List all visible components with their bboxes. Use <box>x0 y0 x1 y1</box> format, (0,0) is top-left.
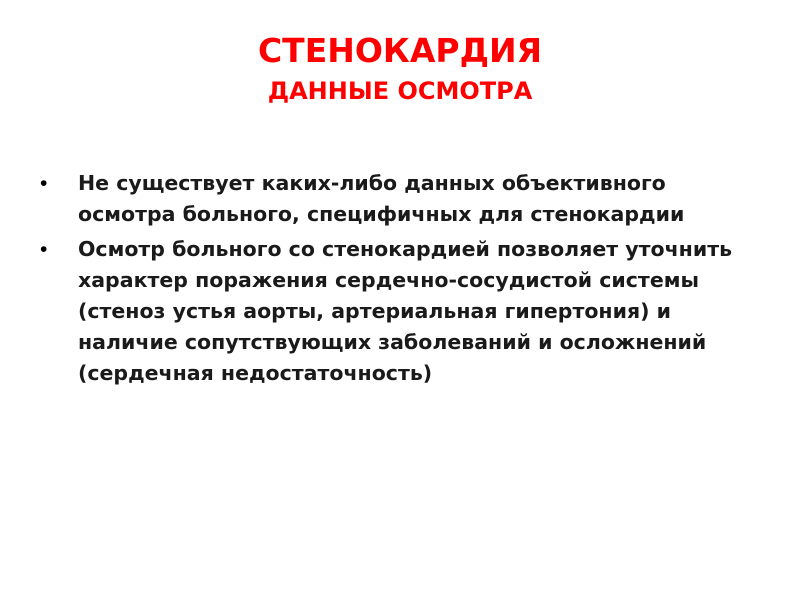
bullet-icon: • <box>40 238 48 261</box>
bullet-item-2 <box>40 234 760 389</box>
slide-title: СТЕНОКАРДИЯ <box>257 31 543 70</box>
title-block <box>40 30 760 108</box>
slide-subtitle: ДАННЫЕ ОСМОТРА <box>267 77 533 105</box>
bullet-text-1: Не существует каких-либо данных объективного осмотра больного, специфичных для стенокардии <box>78 171 685 226</box>
bullet-list <box>40 168 760 393</box>
bullet-text-2: Осмотр больного со стенокардией позволяет уточнить характер поражения сердечно-сосудистой системы (стеноз устья аорты, артериальная гипертония) и наличие сопутствующих заболеваний и осложнений (сердечная недостаточность) <box>78 237 733 385</box>
bullet-item-1 <box>40 168 760 230</box>
bullet-icon: • <box>40 172 48 195</box>
